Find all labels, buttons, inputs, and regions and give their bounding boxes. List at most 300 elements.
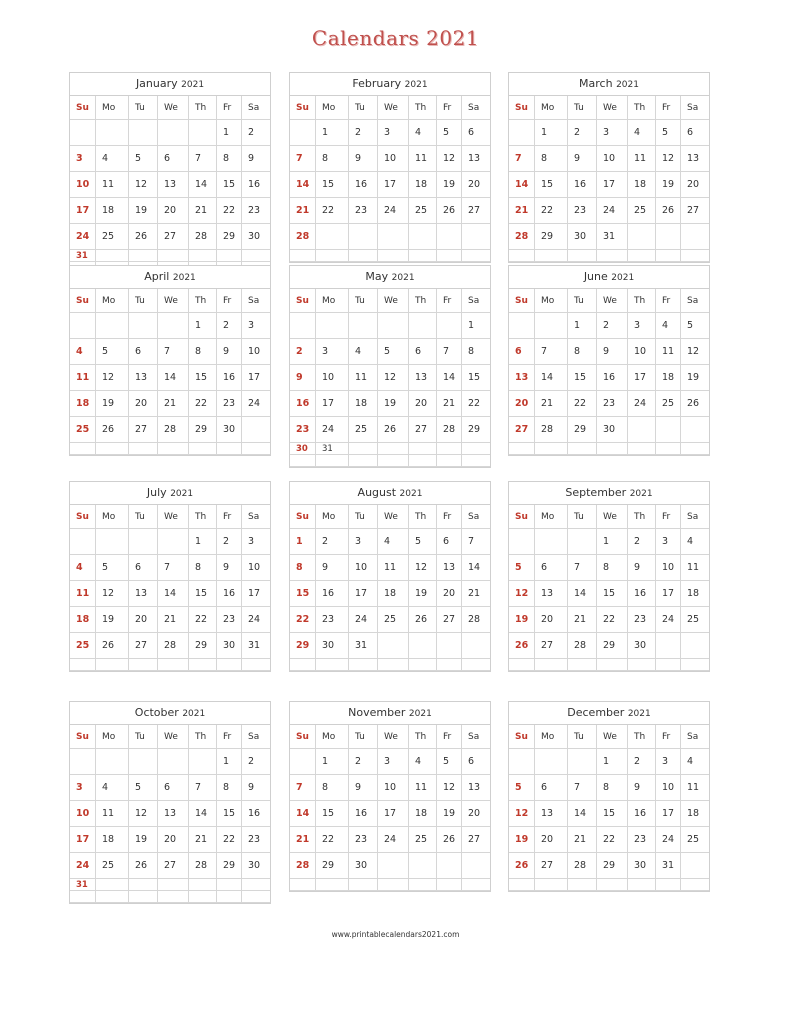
day-cell: 3 (378, 749, 409, 775)
empty-day-cell (535, 529, 568, 555)
day-cell: 24 (378, 827, 409, 853)
empty-day-cell (437, 455, 462, 467)
month-march (508, 72, 710, 263)
day-cell: 21 (437, 391, 462, 417)
day-cell: 25 (681, 607, 709, 633)
day-cell: 17 (316, 391, 349, 417)
day-cell: 13 (462, 775, 490, 801)
day-cell: 18 (378, 581, 409, 607)
weekday-header: Sa (462, 96, 490, 120)
day-cell: 27 (158, 224, 189, 250)
day-cell: 25 (378, 607, 409, 633)
weekday-header: Tu (568, 289, 597, 313)
day-cell: 16 (597, 365, 628, 391)
day-cell: 18 (409, 801, 437, 827)
empty-day-cell (129, 313, 158, 339)
empty-day-cell (242, 250, 270, 262)
day-cell: 20 (535, 607, 568, 633)
day-cell: 8 (189, 339, 217, 365)
month-title (290, 266, 490, 289)
weekday-header: Mo (535, 725, 568, 749)
empty-day-cell (509, 250, 535, 262)
day-cell: 25 (70, 633, 96, 659)
weekday-header: Su (509, 289, 535, 313)
day-cell: 23 (349, 827, 378, 853)
empty-day-cell (189, 659, 217, 671)
empty-day-cell (535, 250, 568, 262)
day-cell: 8 (535, 146, 568, 172)
empty-day-cell (129, 120, 158, 146)
weekday-header: Su (70, 289, 96, 313)
empty-day-cell (535, 659, 568, 671)
empty-day-cell (509, 443, 535, 455)
day-cell: 28 (437, 417, 462, 443)
day-cell: 14 (290, 172, 316, 198)
empty-day-cell (656, 443, 681, 455)
day-cell: 8 (217, 146, 242, 172)
day-cell: 22 (290, 607, 316, 633)
empty-day-cell (70, 313, 96, 339)
month-name: October (134, 706, 179, 719)
day-cell: 30 (316, 633, 349, 659)
day-cell: 7 (462, 529, 490, 555)
weekday-header: Fr (217, 96, 242, 120)
month-year: 2021 (627, 709, 651, 719)
weekday-header: Su (70, 725, 96, 749)
day-cell: 25 (656, 391, 681, 417)
day-cell: 21 (535, 391, 568, 417)
month-days-grid (290, 289, 490, 467)
weekday-header: Mo (316, 289, 349, 313)
day-cell: 20 (681, 172, 709, 198)
empty-day-cell (378, 879, 409, 891)
day-cell: 2 (628, 749, 656, 775)
day-cell: 22 (462, 391, 490, 417)
day-cell: 22 (568, 391, 597, 417)
empty-day-cell (681, 879, 709, 891)
day-cell: 15 (290, 581, 316, 607)
day-cell: 28 (462, 607, 490, 633)
month-may (289, 265, 491, 468)
empty-day-cell (242, 659, 270, 671)
day-cell: 13 (158, 172, 189, 198)
day-cell: 20 (158, 827, 189, 853)
day-cell: 25 (409, 198, 437, 224)
empty-day-cell (462, 879, 490, 891)
day-cell: 16 (242, 172, 270, 198)
empty-day-cell (378, 313, 409, 339)
day-cell: 19 (437, 801, 462, 827)
day-cell: 2 (242, 749, 270, 775)
day-cell: 8 (568, 339, 597, 365)
day-cell: 8 (316, 146, 349, 172)
month-days-grid (509, 505, 709, 671)
empty-day-cell (96, 879, 129, 891)
day-cell: 11 (70, 581, 96, 607)
day-cell: 22 (217, 198, 242, 224)
month-days-grid (70, 725, 270, 903)
day-cell: 9 (242, 775, 270, 801)
day-cell: 24 (242, 391, 270, 417)
day-cell: 19 (509, 607, 535, 633)
month-year: 2021 (399, 489, 423, 499)
day-cell: 18 (628, 172, 656, 198)
day-cell: 21 (568, 827, 597, 853)
day-cell: 4 (96, 146, 129, 172)
empty-day-cell (349, 313, 378, 339)
day-cell: 28 (189, 224, 217, 250)
day-cell: 10 (378, 146, 409, 172)
weekday-header: Sa (681, 505, 709, 529)
weekday-header: Su (70, 96, 96, 120)
weekday-header: Sa (242, 505, 270, 529)
day-cell: 26 (96, 417, 129, 443)
empty-day-cell (158, 120, 189, 146)
day-cell: 6 (462, 749, 490, 775)
month-days-grid (70, 505, 270, 671)
weekday-header: We (378, 725, 409, 749)
day-cell: 25 (96, 853, 129, 879)
month-title (70, 482, 270, 505)
empty-day-cell (96, 749, 129, 775)
day-cell: 12 (681, 339, 709, 365)
weekday-header: Mo (96, 725, 129, 749)
day-cell: 17 (70, 827, 96, 853)
day-cell: 13 (409, 365, 437, 391)
empty-day-cell (129, 250, 158, 262)
day-cell: 4 (681, 529, 709, 555)
day-cell: 1 (535, 120, 568, 146)
weekday-header: Fr (437, 289, 462, 313)
day-cell: 5 (129, 775, 158, 801)
day-cell: 10 (656, 775, 681, 801)
day-cell: 5 (509, 775, 535, 801)
day-cell: 12 (509, 801, 535, 827)
day-cell: 1 (597, 749, 628, 775)
month-november (289, 701, 491, 892)
weekday-header: Sa (681, 725, 709, 749)
month-year: 2021 (616, 80, 639, 90)
day-cell: 4 (378, 529, 409, 555)
day-cell: 23 (242, 827, 270, 853)
day-cell: 21 (290, 198, 316, 224)
day-cell: 23 (217, 607, 242, 633)
empty-day-cell (316, 224, 349, 250)
day-cell: 14 (290, 801, 316, 827)
day-cell: 29 (568, 417, 597, 443)
month-year: 2021 (182, 709, 206, 719)
weekday-header: Sa (462, 289, 490, 313)
empty-day-cell (129, 749, 158, 775)
month-days-grid (509, 96, 709, 262)
day-cell: 9 (628, 555, 656, 581)
empty-day-cell (681, 633, 709, 659)
empty-day-cell (628, 250, 656, 262)
empty-day-cell (568, 749, 597, 775)
day-cell: 8 (189, 555, 217, 581)
day-cell: 31 (70, 250, 96, 262)
empty-day-cell (378, 224, 409, 250)
day-cell: 20 (535, 827, 568, 853)
day-cell: 6 (535, 775, 568, 801)
day-cell: 2 (349, 120, 378, 146)
day-cell: 20 (437, 581, 462, 607)
day-cell: 23 (316, 607, 349, 633)
day-cell: 29 (597, 853, 628, 879)
empty-day-cell (462, 659, 490, 671)
month-days-grid (70, 289, 270, 455)
month-name: November (348, 706, 406, 719)
empty-day-cell (349, 659, 378, 671)
empty-day-cell (509, 313, 535, 339)
day-cell: 12 (437, 775, 462, 801)
empty-day-cell (70, 120, 96, 146)
empty-day-cell (681, 443, 709, 455)
month-title (290, 702, 490, 725)
day-cell: 9 (568, 146, 597, 172)
month-september (508, 481, 710, 672)
day-cell: 18 (70, 607, 96, 633)
day-cell: 16 (217, 365, 242, 391)
day-cell: 12 (96, 365, 129, 391)
empty-day-cell (378, 455, 409, 467)
day-cell: 22 (316, 827, 349, 853)
day-cell: 18 (656, 365, 681, 391)
day-cell: 28 (189, 853, 217, 879)
day-cell: 15 (316, 172, 349, 198)
day-cell: 2 (316, 529, 349, 555)
day-cell: 31 (597, 224, 628, 250)
empty-day-cell (158, 443, 189, 455)
empty-day-cell (568, 659, 597, 671)
empty-day-cell (656, 250, 681, 262)
empty-day-cell (158, 749, 189, 775)
month-days-grid (509, 289, 709, 455)
empty-day-cell (681, 417, 709, 443)
day-cell: 5 (509, 555, 535, 581)
day-cell: 2 (242, 120, 270, 146)
day-cell: 17 (628, 365, 656, 391)
day-cell: 24 (597, 198, 628, 224)
day-cell: 7 (158, 555, 189, 581)
day-cell: 4 (70, 555, 96, 581)
empty-day-cell (349, 224, 378, 250)
day-cell: 19 (378, 391, 409, 417)
day-cell: 11 (409, 146, 437, 172)
empty-day-cell (535, 749, 568, 775)
empty-day-cell (437, 659, 462, 671)
weekday-header: Tu (568, 96, 597, 120)
empty-day-cell (409, 879, 437, 891)
day-cell: 6 (535, 555, 568, 581)
day-cell: 15 (535, 172, 568, 198)
day-cell: 16 (316, 581, 349, 607)
empty-day-cell (535, 879, 568, 891)
empty-day-cell (568, 250, 597, 262)
day-cell: 6 (129, 555, 158, 581)
empty-day-cell (242, 417, 270, 443)
day-cell: 4 (70, 339, 96, 365)
day-cell: 27 (129, 417, 158, 443)
empty-day-cell (656, 879, 681, 891)
day-cell: 3 (656, 749, 681, 775)
day-cell: 30 (628, 853, 656, 879)
day-cell: 4 (409, 120, 437, 146)
day-cell: 17 (70, 198, 96, 224)
weekday-header: Tu (349, 505, 378, 529)
month-title (70, 702, 270, 725)
day-cell: 14 (158, 581, 189, 607)
empty-day-cell (158, 529, 189, 555)
day-cell: 17 (378, 172, 409, 198)
weekday-header: We (158, 289, 189, 313)
empty-day-cell (129, 529, 158, 555)
day-cell: 26 (656, 198, 681, 224)
weekday-header: Sa (681, 96, 709, 120)
weekday-header: Mo (96, 96, 129, 120)
empty-day-cell (70, 891, 96, 903)
day-cell: 20 (462, 172, 490, 198)
day-cell: 10 (378, 775, 409, 801)
day-cell: 30 (568, 224, 597, 250)
day-cell: 25 (628, 198, 656, 224)
day-cell: 23 (628, 607, 656, 633)
day-cell: 19 (96, 607, 129, 633)
day-cell: 13 (129, 581, 158, 607)
empty-day-cell (597, 443, 628, 455)
weekday-header: Th (189, 725, 217, 749)
day-cell: 20 (129, 607, 158, 633)
day-cell: 1 (568, 313, 597, 339)
empty-day-cell (290, 879, 316, 891)
empty-day-cell (437, 443, 462, 455)
day-cell: 10 (242, 555, 270, 581)
day-cell: 2 (349, 749, 378, 775)
day-cell: 17 (656, 801, 681, 827)
day-cell: 22 (189, 607, 217, 633)
day-cell: 27 (535, 633, 568, 659)
day-cell: 25 (409, 827, 437, 853)
empty-day-cell (96, 313, 129, 339)
day-cell: 21 (158, 391, 189, 417)
empty-day-cell (129, 879, 158, 891)
day-cell: 16 (242, 801, 270, 827)
empty-day-cell (628, 879, 656, 891)
day-cell: 29 (535, 224, 568, 250)
day-cell: 10 (656, 555, 681, 581)
weekday-header: Fr (656, 725, 681, 749)
day-cell: 19 (509, 827, 535, 853)
day-cell: 23 (568, 198, 597, 224)
month-year: 2021 (611, 273, 635, 283)
day-cell: 4 (96, 775, 129, 801)
day-cell: 23 (217, 391, 242, 417)
empty-day-cell (509, 749, 535, 775)
day-cell: 5 (437, 749, 462, 775)
empty-day-cell (378, 250, 409, 262)
day-cell: 1 (189, 313, 217, 339)
day-cell: 24 (378, 198, 409, 224)
weekday-header: Th (409, 725, 437, 749)
day-cell: 29 (290, 633, 316, 659)
month-year: 2021 (629, 489, 653, 499)
day-cell: 20 (409, 391, 437, 417)
empty-day-cell (462, 250, 490, 262)
day-cell: 26 (437, 198, 462, 224)
weekday-header: Th (628, 505, 656, 529)
weekday-header: We (158, 505, 189, 529)
month-year: 2021 (408, 709, 432, 719)
weekday-header: We (158, 725, 189, 749)
weekday-header: We (158, 96, 189, 120)
day-cell: 21 (158, 607, 189, 633)
weekday-header: Su (509, 96, 535, 120)
day-cell: 5 (96, 555, 129, 581)
day-cell: 26 (437, 827, 462, 853)
day-cell: 10 (597, 146, 628, 172)
day-cell: 12 (96, 581, 129, 607)
empty-day-cell (96, 659, 129, 671)
empty-day-cell (409, 853, 437, 879)
day-cell: 30 (217, 633, 242, 659)
weekday-header: Mo (316, 505, 349, 529)
empty-day-cell (129, 659, 158, 671)
month-october (69, 701, 271, 904)
day-cell: 5 (129, 146, 158, 172)
day-cell: 27 (409, 417, 437, 443)
day-cell: 11 (681, 555, 709, 581)
weekday-header: Fr (217, 725, 242, 749)
day-cell: 11 (628, 146, 656, 172)
empty-day-cell (242, 879, 270, 891)
day-cell: 19 (96, 391, 129, 417)
day-cell: 3 (316, 339, 349, 365)
empty-day-cell (70, 749, 96, 775)
weekday-header: We (597, 96, 628, 120)
day-cell: 3 (378, 120, 409, 146)
weekday-header: Mo (535, 289, 568, 313)
month-title (509, 482, 709, 505)
weekday-header: Th (189, 289, 217, 313)
day-cell: 12 (129, 172, 158, 198)
day-cell: 30 (597, 417, 628, 443)
day-cell: 24 (242, 607, 270, 633)
day-cell: 6 (129, 339, 158, 365)
day-cell: 28 (568, 633, 597, 659)
day-cell: 7 (568, 555, 597, 581)
day-cell: 29 (189, 417, 217, 443)
day-cell: 26 (509, 633, 535, 659)
day-cell: 18 (681, 801, 709, 827)
day-cell: 11 (96, 172, 129, 198)
weekday-header: Su (509, 505, 535, 529)
day-cell: 30 (290, 443, 316, 455)
empty-day-cell (462, 853, 490, 879)
day-cell: 22 (316, 198, 349, 224)
day-cell: 9 (628, 775, 656, 801)
day-cell: 24 (70, 853, 96, 879)
day-cell: 22 (597, 827, 628, 853)
day-cell: 30 (349, 853, 378, 879)
day-cell: 18 (681, 581, 709, 607)
day-cell: 7 (189, 775, 217, 801)
empty-day-cell (96, 250, 129, 262)
day-cell: 27 (158, 853, 189, 879)
empty-day-cell (316, 659, 349, 671)
day-cell: 19 (681, 365, 709, 391)
month-title (509, 73, 709, 96)
empty-day-cell (509, 879, 535, 891)
